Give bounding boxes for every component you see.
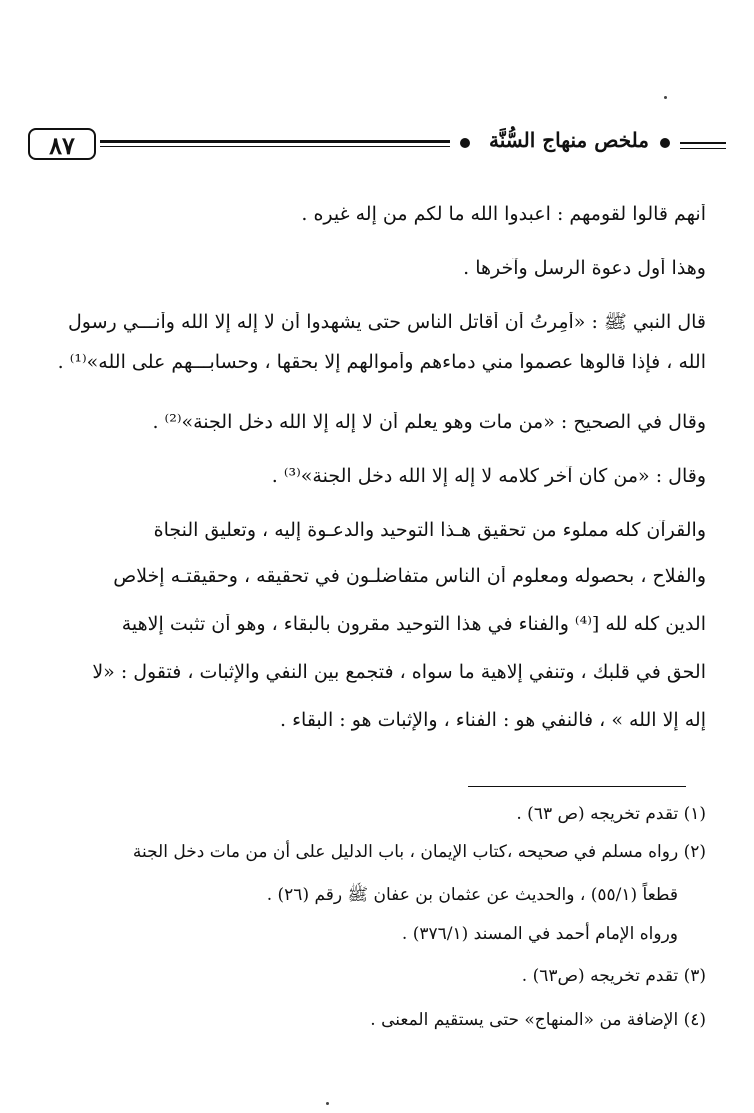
footnote-line: (٢) رواه مسلم في صحيحه ،كتاب الإيمان ، باب الدليل على أن من مات دخل الجنة	[132, 842, 706, 862]
footnote-line: ورواه الإمام أحمد في المسند (٣٧٦/١) .	[401, 924, 678, 944]
page-header	[28, 120, 726, 166]
text-line: وقال : «من كان آخر كلامه لا إله إلا الله دخل الجنة»⁽³⁾ .	[271, 466, 706, 487]
header-rule-short	[680, 142, 726, 144]
text-line: أنهم قالوا لقومهم : اعبدوا الله ما لكم من إله غيره .	[301, 204, 706, 225]
speck	[326, 1102, 329, 1105]
footnote-line: (٣) تقدم تخريجه (ص٦٣) .	[521, 966, 706, 986]
footnote-line: (٤) الإضافة من «المنهاج» حتى يستقيم المعنى .	[370, 1010, 706, 1030]
text-line: والفلاح ، بحصوله ومعلوم أن الناس متفاضلـون في تحقيقه ، وحقيقتـه إخلاص	[113, 566, 706, 587]
footnote-line: (١) تقدم تخريجه (ص ٦٣) .	[516, 804, 706, 824]
page-number: ٨٧	[28, 128, 96, 160]
text-line: الحق في قلبك ، وتنفي إلاهية ما سواه ، فتجمع بين النفي والإثبات ، فتقول : «لا	[92, 662, 706, 683]
text-line: وقال في الصحيح : «من مات وهو يعلم أن لا إله إلا الله دخل الجنة»⁽²⁾ .	[152, 412, 706, 433]
text-line: وهذا أول دعوة الرسل وآخرها .	[463, 258, 706, 279]
footnote-separator	[468, 786, 686, 787]
text-line: والقرآن كله مملوء من تحقيق هـذا التوحيد والدعـوة إليه ، وتعليق النجاة	[153, 520, 706, 541]
header-rule-short-thin	[680, 148, 726, 149]
text-line: إله إلا الله » ، فالنفي هو : الفناء ، والإثبات هو : البقاء .	[280, 710, 706, 731]
header-rule-thin	[100, 146, 450, 147]
running-title: ملخص منهاج السُّنَّة	[489, 128, 649, 152]
header-rule	[100, 140, 450, 143]
text-line: قال النبي ﷺ : «أُمِرتُ أن أقاتل الناس حتى يشهدوا أن لا إله إلا الله وأنـــي رسول	[67, 312, 706, 333]
footnote-line: قطعاً (٥٥/١) ، والحديث عن عثمان بن عفان ﷺ رقم (٢٦) .	[266, 885, 678, 905]
speck	[664, 96, 667, 99]
text-line: الله ، فإذا قالوها عصموا مني دماءهم وأموالهم إلا بحقها ، وحسابـــهم على الله»⁽¹⁾ .	[57, 352, 706, 373]
bullet-icon	[460, 138, 470, 148]
bullet-icon	[660, 138, 670, 148]
text-line: الدين كله لله [⁽⁴⁾ والفناء في هذا التوحيد مقرون بالبقاء ، وهو أن تثبت إلاهية	[121, 614, 706, 635]
